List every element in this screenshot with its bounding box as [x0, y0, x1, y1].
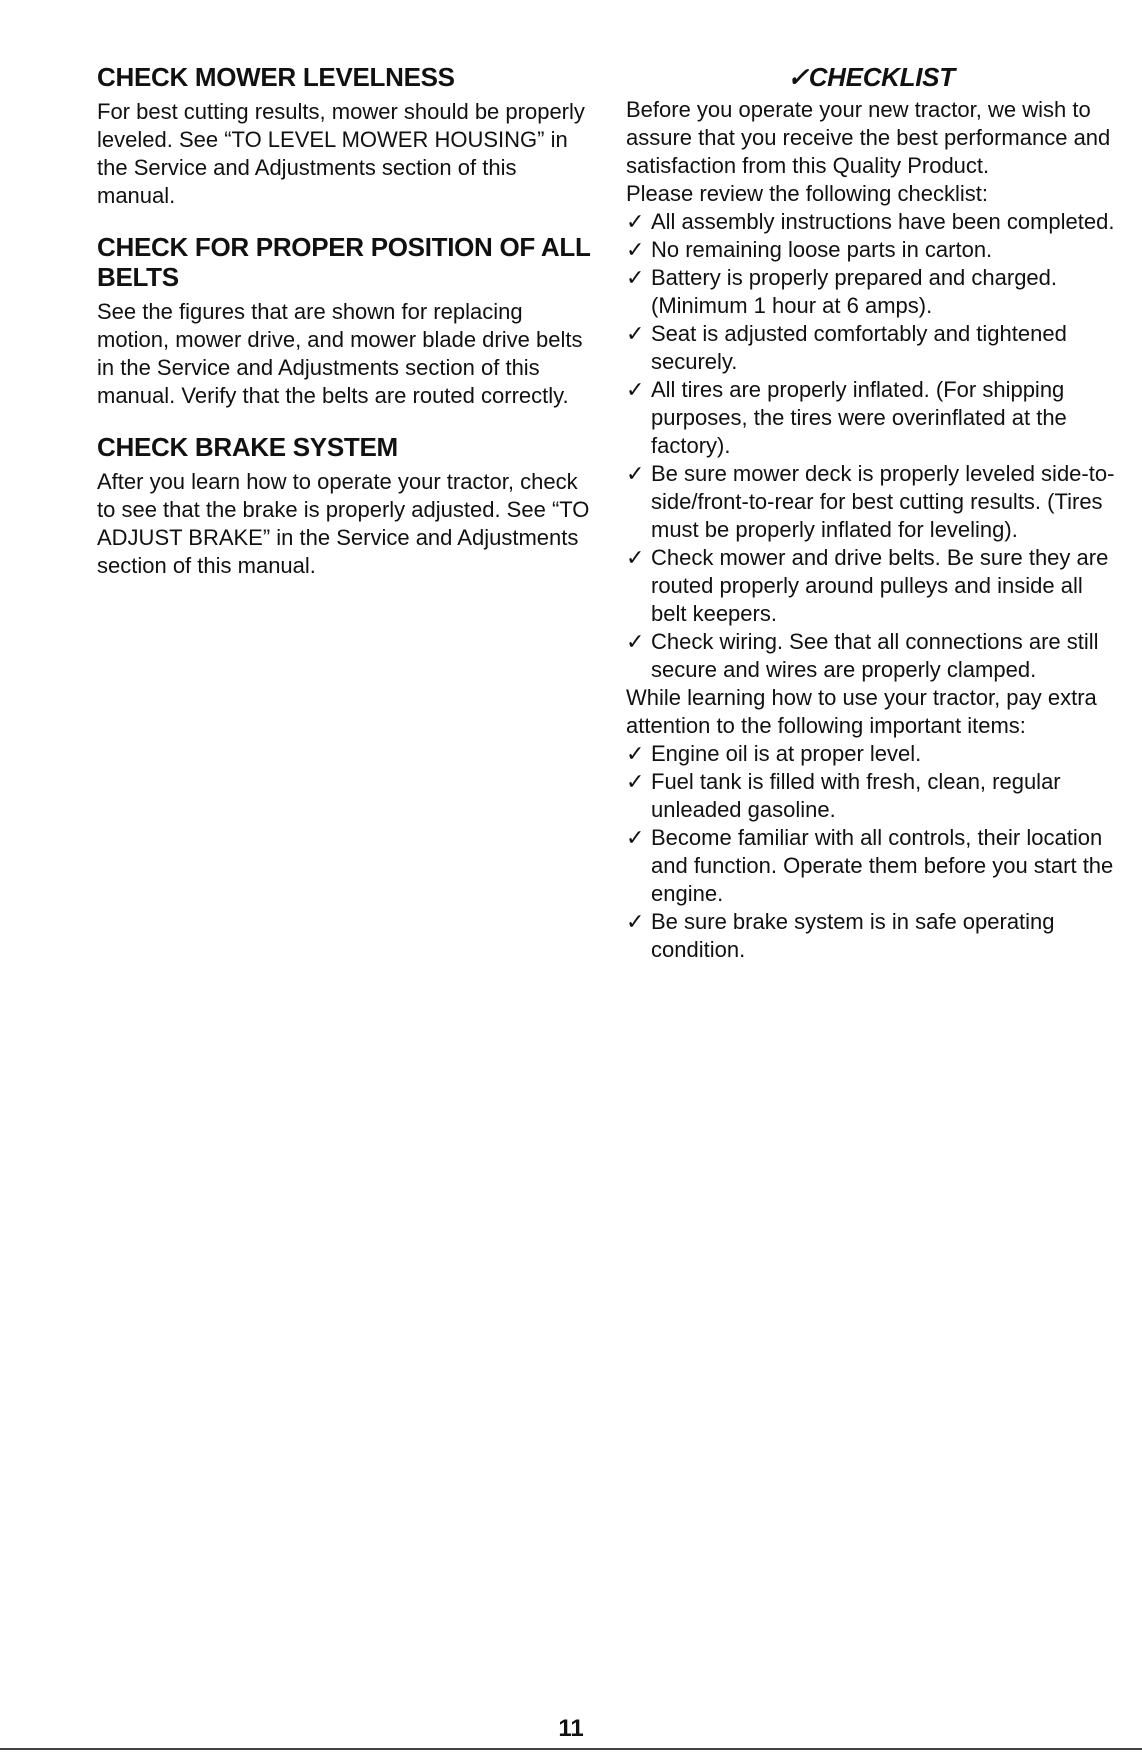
checklist-item: ✓ Be sure mower deck is properly leveled side-to-side/front-to-rear for best cutting results. (Tires must be properly inflated for leveling).	[626, 461, 1115, 542]
check-mark-icon: ✓	[626, 321, 645, 346]
checklist-item: ✓ No remaining loose parts in carton.	[626, 237, 993, 262]
check-mark-icon: ✓	[626, 769, 645, 794]
important-item: ✓ Fuel tank is filled with fresh, clean, regular unleaded gasoline.	[626, 769, 1061, 822]
page-number: 11	[558, 1715, 584, 1742]
check-mark-icon: ✓	[626, 909, 645, 934]
important-item: ✓ Be sure brake system is in safe operating condition.	[626, 909, 1055, 962]
check-mark-icon: ✓	[626, 461, 645, 486]
while-learning-text: While learning how to use your tractor, pay extra attention to the following important items:	[626, 685, 1097, 738]
section-body-mower-levelness: For best cutting results, mower should be properly leveled. See “TO LEVEL MOWER HOUSING” in the Service and Adjustments section of this manual.	[97, 99, 585, 208]
check-mark-icon: ✓	[626, 265, 645, 290]
important-item: ✓ Engine oil is at proper level.	[626, 741, 922, 766]
check-mark-icon: ✓	[626, 741, 645, 766]
check-mark-icon: ✓	[626, 629, 645, 654]
important-item: ✓ Become familiar with all controls, their location and function. Operate them before you start the engine.	[626, 825, 1114, 906]
checklist-item: ✓ Check mower and drive belts. Be sure they are routed properly around pulleys and inside all belt keepers.	[626, 545, 1109, 626]
checklist-item: ✓ All assembly instructions have been completed.	[626, 209, 1115, 234]
left-column	[97, 62, 597, 580]
right-column	[626, 62, 1116, 964]
section-heading-mower-levelness: CHECK MOWER LEVELNESS	[97, 62, 455, 92]
check-mark-icon: ✓	[626, 237, 645, 262]
section-body-brake: After you learn how to operate your tractor, check to see that the brake is properly adjusted. See “TO ADJUST BRAKE” in the Service and Adjustments section of this manual.	[97, 469, 590, 578]
check-mark-icon: ✓	[626, 209, 645, 234]
section-heading-brake: CHECK BRAKE SYSTEM	[97, 432, 398, 462]
check-mark-icon: ✓	[626, 825, 645, 850]
section-body-belts: See the figures that are shown for replacing motion, mower drive, and mower blade drive belts in the Service and Adjustments section of this manual. Verify that the belts are routed correctly.	[97, 299, 583, 408]
important-items	[626, 740, 1116, 964]
checklist-heading: ✓CHECKLIST	[787, 62, 955, 92]
checklist-items	[626, 208, 1116, 684]
bottom-rule	[0, 1748, 1142, 1750]
checklist-item: ✓ Seat is adjusted comfortably and tightened securely.	[626, 321, 1067, 374]
checklist-item: ✓ All tires are properly inflated. (For shipping purposes, the tires were overinflated at the factory).	[626, 377, 1067, 458]
check-mark-icon: ✓	[626, 377, 645, 402]
checklist-lead: Please review the following checklist:	[626, 181, 988, 206]
checklist-intro: Before you operate your new tractor, we wish to assure that you receive the best performance and satisfaction from this Quality Product.	[626, 97, 1111, 178]
checklist-item: ✓ Check wiring. See that all connections are still secure and wires are properly clamped.	[626, 629, 1099, 682]
section-heading-belts: CHECK FOR PROPER POSITION OF ALL BELTS	[97, 232, 591, 292]
checklist-item: ✓ Battery is properly prepared and charged. (Minimum 1 hour at 6 amps).	[626, 265, 1058, 318]
check-mark-icon: ✓	[626, 545, 645, 570]
